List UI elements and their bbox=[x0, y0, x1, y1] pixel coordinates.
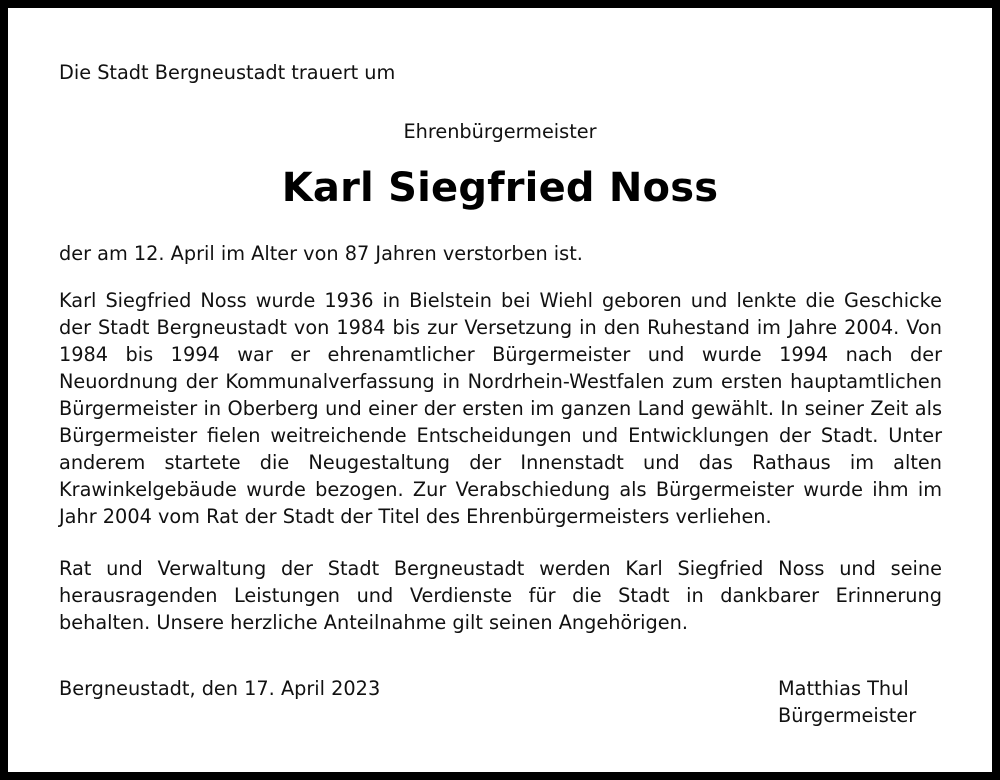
deceased-name: Karl Siegfried Noss bbox=[281, 165, 719, 211]
obituary-notice bbox=[8, 8, 992, 772]
signatory-name: Matthias Thul bbox=[778, 677, 909, 700]
death-line: der am 12. April im Alter von 87 Jahren verstorben ist. bbox=[59, 242, 583, 265]
intro-line: Die Stadt Bergneustadt trauert um bbox=[59, 61, 396, 84]
condolence-paragraph: Rat und Verwaltung der Stadt Bergneustadt werden Karl Siegfried Noss und seine herausragenden Leistungen und Verdienste für die Stadt in dankbarer Erinnerung behalten. Unsere herzliche Anteilnahme gilt seinen Angehörigen. bbox=[59, 557, 942, 634]
signatory-role: Bürgermeister bbox=[778, 704, 917, 727]
place-date: Bergneustadt, den 17. April 2023 bbox=[59, 677, 381, 700]
honorary-title: Ehrenbürgermeister bbox=[403, 120, 597, 143]
signature-block bbox=[778, 675, 916, 729]
biography-paragraph: Karl Siegfried Noss wurde 1936 in Bielstein bei Wiehl geboren und lenkte die Geschicke der Stadt Bergneustadt von 1984 bis zur Versetzung in den Ruhestand im Jahre 2004. Von 1984 bis 1994 war er ehrenamtlicher Bürgermeister und wurde 1994 nach der Neuordnung der Kommunalverfassung in Nordrhein-Westfalen zum ersten hauptamtlichen Bürgermeister in Oberberg und einer der ersten im ganzen Land gewählt. In seiner Zeit als Bürgermeister fielen weitreichende Entscheidungen und Entwicklungen der Stadt. Unter anderem startete die Neugestaltung der Innenstadt und das Rathaus im alten Krawinkelgebäude wurde bezogen. Zur Verabschiedung als Bürgermeister wurde ihm im Jahr 2004 vom Rat der Stadt der Titel des Ehrenbürgermeisters verliehen. bbox=[59, 289, 942, 528]
